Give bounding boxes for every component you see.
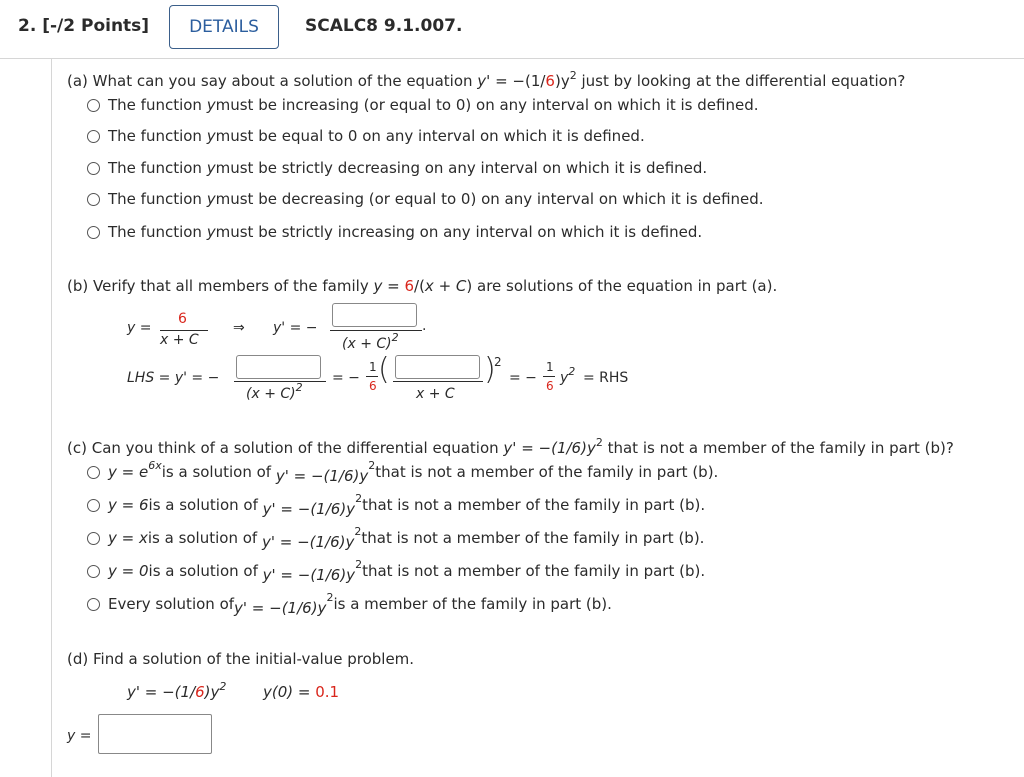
b-frac2-one: 1 [546,360,554,374]
radio-icon[interactable] [87,532,100,545]
part-a-option-1[interactable]: The function y must be increasing (or equal to 0) on any interval on which it is defined. [87,96,758,114]
radio-icon[interactable] [87,130,100,143]
part-a-option-4[interactable]: The function y must be decreasing (or equal to 0) on any interval on which it is defined. [87,190,764,208]
b-denominator-squared-2: $(x + C)^2$ [246,381,303,402]
answer-y-label: y = [67,728,92,744]
radio-icon[interactable] [87,598,100,611]
b-fraction-line-3 [234,381,326,382]
part-a-option-5[interactable]: The function y must be strictly increasing on any interval on which it is defined. [87,223,702,241]
b-equals-neg-2: = − [509,370,537,386]
question-header [0,0,1024,59]
b-outer-exponent: 2 [494,355,502,369]
b-denominator-squared: $(x + C)^2$ [342,331,399,352]
part-b-question: (b) Verify that all members of the family y = 6/(x + C) are solutions of the equation in part (a). [67,277,778,295]
b-lhs-label: LHS = y' = − [127,370,220,386]
b-frac-one: 1 [369,360,377,374]
content-border [51,58,52,777]
part-c-option-1[interactable]: y = e 6x is a solution of y' = −(1/6)y 2 that is not a member of the family in part (b). [87,463,718,481]
part-a-option-2[interactable]: The function y must be equal to 0 on any interval on which it is defined. [87,127,645,145]
radio-icon[interactable] [87,162,100,175]
b-numerator-input-2[interactable] [236,355,321,379]
b-y-squared: $y^2$ [560,365,576,386]
b-numerator-6: 6 [178,311,187,327]
b-inner-denominator: x + C [416,386,455,402]
part-d-initial-condition: y(0) = 0.1 [263,683,340,701]
b-numerator-input-1[interactable] [332,303,417,327]
left-paren: ( [378,352,390,387]
points-label: 2. [-/2 Points] [18,16,150,36]
part-c-option-4[interactable]: y = 0 is a solution of y' = −(1/6)y 2 that is not a member of the family in part (b). [87,562,705,580]
b-fraction-line-1 [160,330,208,331]
radio-icon[interactable] [87,499,100,512]
part-d-equation: $y' = -(1/6)y^2$ [127,680,227,701]
part-a-question: (a) What can you say about a solution of the equation $y' = -(1/6)y^2$ just by looking at the differential equation? [67,69,906,90]
radio-icon[interactable] [87,226,100,239]
b-numerator-input-3[interactable] [395,355,480,379]
part-c-option-3[interactable]: y = x is a solution of y' = −(1/6)y 2 that is not a member of the family in part (b). [87,529,704,547]
b-equals-neg: = − [332,370,360,386]
radio-icon[interactable] [87,193,100,206]
b-frac2-six: 6 [546,379,554,393]
part-a-option-3[interactable]: The function y must be strictly decreasing on any interval on which it is defined. [87,159,707,177]
part-c-question: (c) Can you think of a solution of the differential equation $y' = -(1/6)y^2$ that is not a member of the family in part (b)? [67,436,954,457]
b-fraction-line-6 [543,376,555,377]
radio-icon[interactable] [87,565,100,578]
b-fraction-line-2 [330,330,422,331]
b-denominator-x-plus-c: x + C [160,332,199,348]
b-period: . [422,318,427,334]
part-c-option-2[interactable]: y = 6 is a solution of y' = −(1/6)y 2 that is not a member of the family in part (b). [87,496,705,514]
radio-icon[interactable] [87,99,100,112]
details-button[interactable]: DETAILS [169,5,279,49]
b-yprime-equals: y' = − [273,320,318,336]
b-rhs-label: = RHS [583,370,629,386]
part-d-question: (d) Find a solution of the initial-value problem. [67,650,415,668]
radio-icon[interactable] [87,466,100,479]
implies-arrow: ⇒ [233,320,245,336]
part-c-option-5[interactable]: Every solution of y' = −(1/6)y 2 is a member of the family in part (b). [87,595,612,613]
b-fraction-line-4 [366,376,378,377]
answer-input[interactable] [98,714,212,754]
right-paren: ) [484,352,496,387]
question-code: SCALC8 9.1.007. [305,16,463,36]
b-y-equals: y = [127,320,152,336]
b-frac-six: 6 [369,379,377,393]
b-fraction-line-5 [393,381,483,382]
